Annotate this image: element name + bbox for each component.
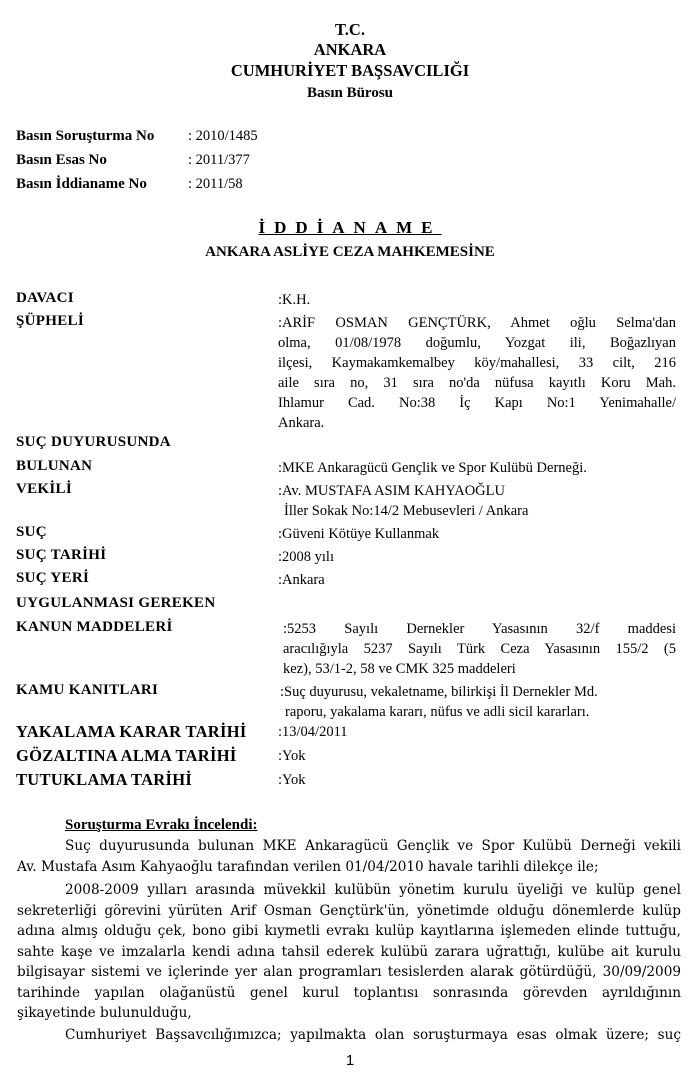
- section-title: Soruşturma Evrakı İncelendi:: [65, 817, 258, 833]
- supheli-line: aile sıra no, 31 sıra no'da nüfusa kayıtlı Koru Mah.: [278, 375, 676, 391]
- supheli-line: Ankara.: [278, 415, 325, 431]
- ref-label: Basın İddianame No: [16, 176, 147, 192]
- paragraph-line: sahte kaşe ve imzalarla kendi adına tahsil ederek kulübü zarara uğrattığı, kulübe ait kurulu: [17, 943, 681, 960]
- field-value-bulunan: :MKE Ankaragücü Gençlik ve Spor Kulübü Derneği.: [278, 460, 587, 476]
- field-label-tutuklama: TUTUKLAMA TARİHİ: [16, 770, 193, 789]
- field-value-davaci: :K.H.: [278, 292, 311, 308]
- court-name: ANKARA ASLİYE CEZA MAHKEMESİNE: [205, 244, 495, 260]
- ref-iddianame: [16, 176, 243, 193]
- field-label-suc: SUÇ: [16, 524, 47, 540]
- field-label-davaci: DAVACI: [16, 290, 74, 306]
- header-office: CUMHURİYET BAŞSAVCILIĞI: [230, 61, 470, 80]
- vekili-line: :Av. MUSTAFA ASIM KAHYAOĞLU: [278, 483, 505, 499]
- field-label-kanun: KANUN MADDELERİ: [16, 619, 173, 635]
- field-label-uygulanmasi: UYGULANMASI GEREKEN: [16, 595, 216, 611]
- paragraph-line: adına almış olduğu çek, bono gibi kıymetli evrakı kulüp kayıtlarına işlemeden elinde tuttuğu,: [17, 923, 681, 939]
- paragraph-1: [17, 836, 681, 877]
- field-label-bulunan: BULUNAN: [16, 458, 93, 474]
- paragraph-line: 2008-2009 yılları arasında müvekkil kulübün yönetim kurulu üyeliği ve kulüp genel: [65, 882, 681, 898]
- kanun-line: :5253 Sayılı Dernekler Yasasının 32/f maddesi: [283, 621, 676, 637]
- ref-value: : 2011/377: [188, 152, 250, 168]
- paragraph-line: tarihinde yapılan olağanüstü genel kurul toplantısı sonrasında görevden ayrıldığının: [17, 984, 681, 1001]
- header-bureau: Basın Bürosu: [306, 85, 393, 101]
- supheli-line: ilçesi, Kaymakamkemalbey köy/mahallesi, 33 cilt, 216: [278, 355, 676, 371]
- paragraph-line: Av. Mustafa Asım Kahyaoğlu tarafından verilen 01/04/2010 havale tarihli dilekçe ile;: [17, 858, 599, 875]
- header-tc: T.C.: [335, 20, 365, 39]
- supheli-line: :ARİF OSMAN GENÇTÜRK, Ahmet oğlu Selma'dan: [278, 315, 676, 331]
- ref-label: Basın Soruşturma No: [16, 128, 155, 144]
- supheli-line: olma, 01/08/1978 doğumlu, Yozgat ili, Boğazlıyan: [278, 335, 676, 351]
- paragraph-line: Cumhuriyet Başsavcılığımızca; yapılmakta olan soruşturmaya esas olmak üzere; suç: [65, 1027, 681, 1043]
- kamu-line: raporu, yakalama kararı, nüfus ve adli sicil kararları.: [285, 704, 590, 720]
- ref-value: : 2011/58: [188, 176, 243, 192]
- paragraph-line: bilgisayar sistemi ve içlerinde yer alan programları tesislerden alarak götürdüğü, 30/09/2009: [17, 964, 681, 980]
- kanun-line: aracılığıyla 5237 Sayılı Türk Ceza Yasasının 155/2 (5: [283, 641, 676, 657]
- field-value-gozaltina: :Yok: [278, 748, 306, 764]
- field-label-vekili: VEKİLİ: [16, 481, 72, 497]
- field-value-vekili: [278, 481, 676, 521]
- field-value-suc: :Güveni Kötüye Kullanmak: [278, 526, 440, 542]
- field-label-suc-tarihi: SUÇ TARİHİ: [16, 547, 107, 563]
- field-value-kamu: [280, 682, 678, 722]
- field-label-yakalama: YAKALAMA KARAR TARİHİ: [16, 722, 247, 741]
- field-value-yakalama: :13/04/2011: [278, 724, 348, 740]
- supheli-line: Ihlamur Cad. No:38 İç Kapı No:1 Yenimahalle/: [278, 395, 676, 411]
- page-number: 1: [345, 1052, 355, 1069]
- paragraph-3: [17, 1025, 681, 1046]
- kanun-line: kez), 53/1-2, 58 ve CMK 325 maddeleri: [283, 661, 516, 677]
- field-label-suc-yeri: SUÇ YERİ: [16, 570, 90, 586]
- field-value-kanun: [283, 619, 676, 679]
- field-label-suc-duyurusunda: SUÇ DUYURUSUNDA: [16, 434, 171, 450]
- field-value-supheli: [278, 313, 676, 433]
- ref-esas: [16, 152, 250, 169]
- header-city: ANKARA: [313, 40, 387, 59]
- ref-value: : 2010/1485: [188, 128, 258, 144]
- field-value-tutuklama: :Yok: [278, 772, 306, 788]
- ref-label: Basın Esas No: [16, 152, 107, 168]
- paragraph-line: şikayetinde bulunulduğu,: [17, 1005, 192, 1021]
- field-label-kamu: KAMU KANITLARI: [16, 682, 159, 698]
- ref-sorusturma: [16, 128, 258, 145]
- paragraph-line: sekreterliği görevini yürüten Arif Osman Gençtürk'ün, yönetimde olduğu dönemlerde kulüp: [17, 902, 681, 919]
- field-label-supheli: ŞÜPHELİ: [16, 313, 84, 329]
- field-value-suc-tarihi: :2008 yılı: [278, 549, 334, 565]
- paragraph-line: Suç duyurusunda bulunan MKE Ankaragücü Gençlik ve Spor Kulübü Derneği vekili: [65, 838, 681, 854]
- vekili-line: İller Sokak No:14/2 Mebusevleri / Ankara: [284, 503, 529, 519]
- document-title: İDDİANAME: [258, 218, 442, 237]
- kamu-line: :Suç duyurusu, vekaletname, bilirkişi İl Dernekler Md.: [280, 684, 598, 700]
- paragraph-2: [17, 880, 681, 1024]
- field-label-gozaltina: GÖZALTINA ALMA TARİHİ: [16, 746, 237, 765]
- field-value-suc-yeri: :Ankara: [278, 572, 325, 588]
